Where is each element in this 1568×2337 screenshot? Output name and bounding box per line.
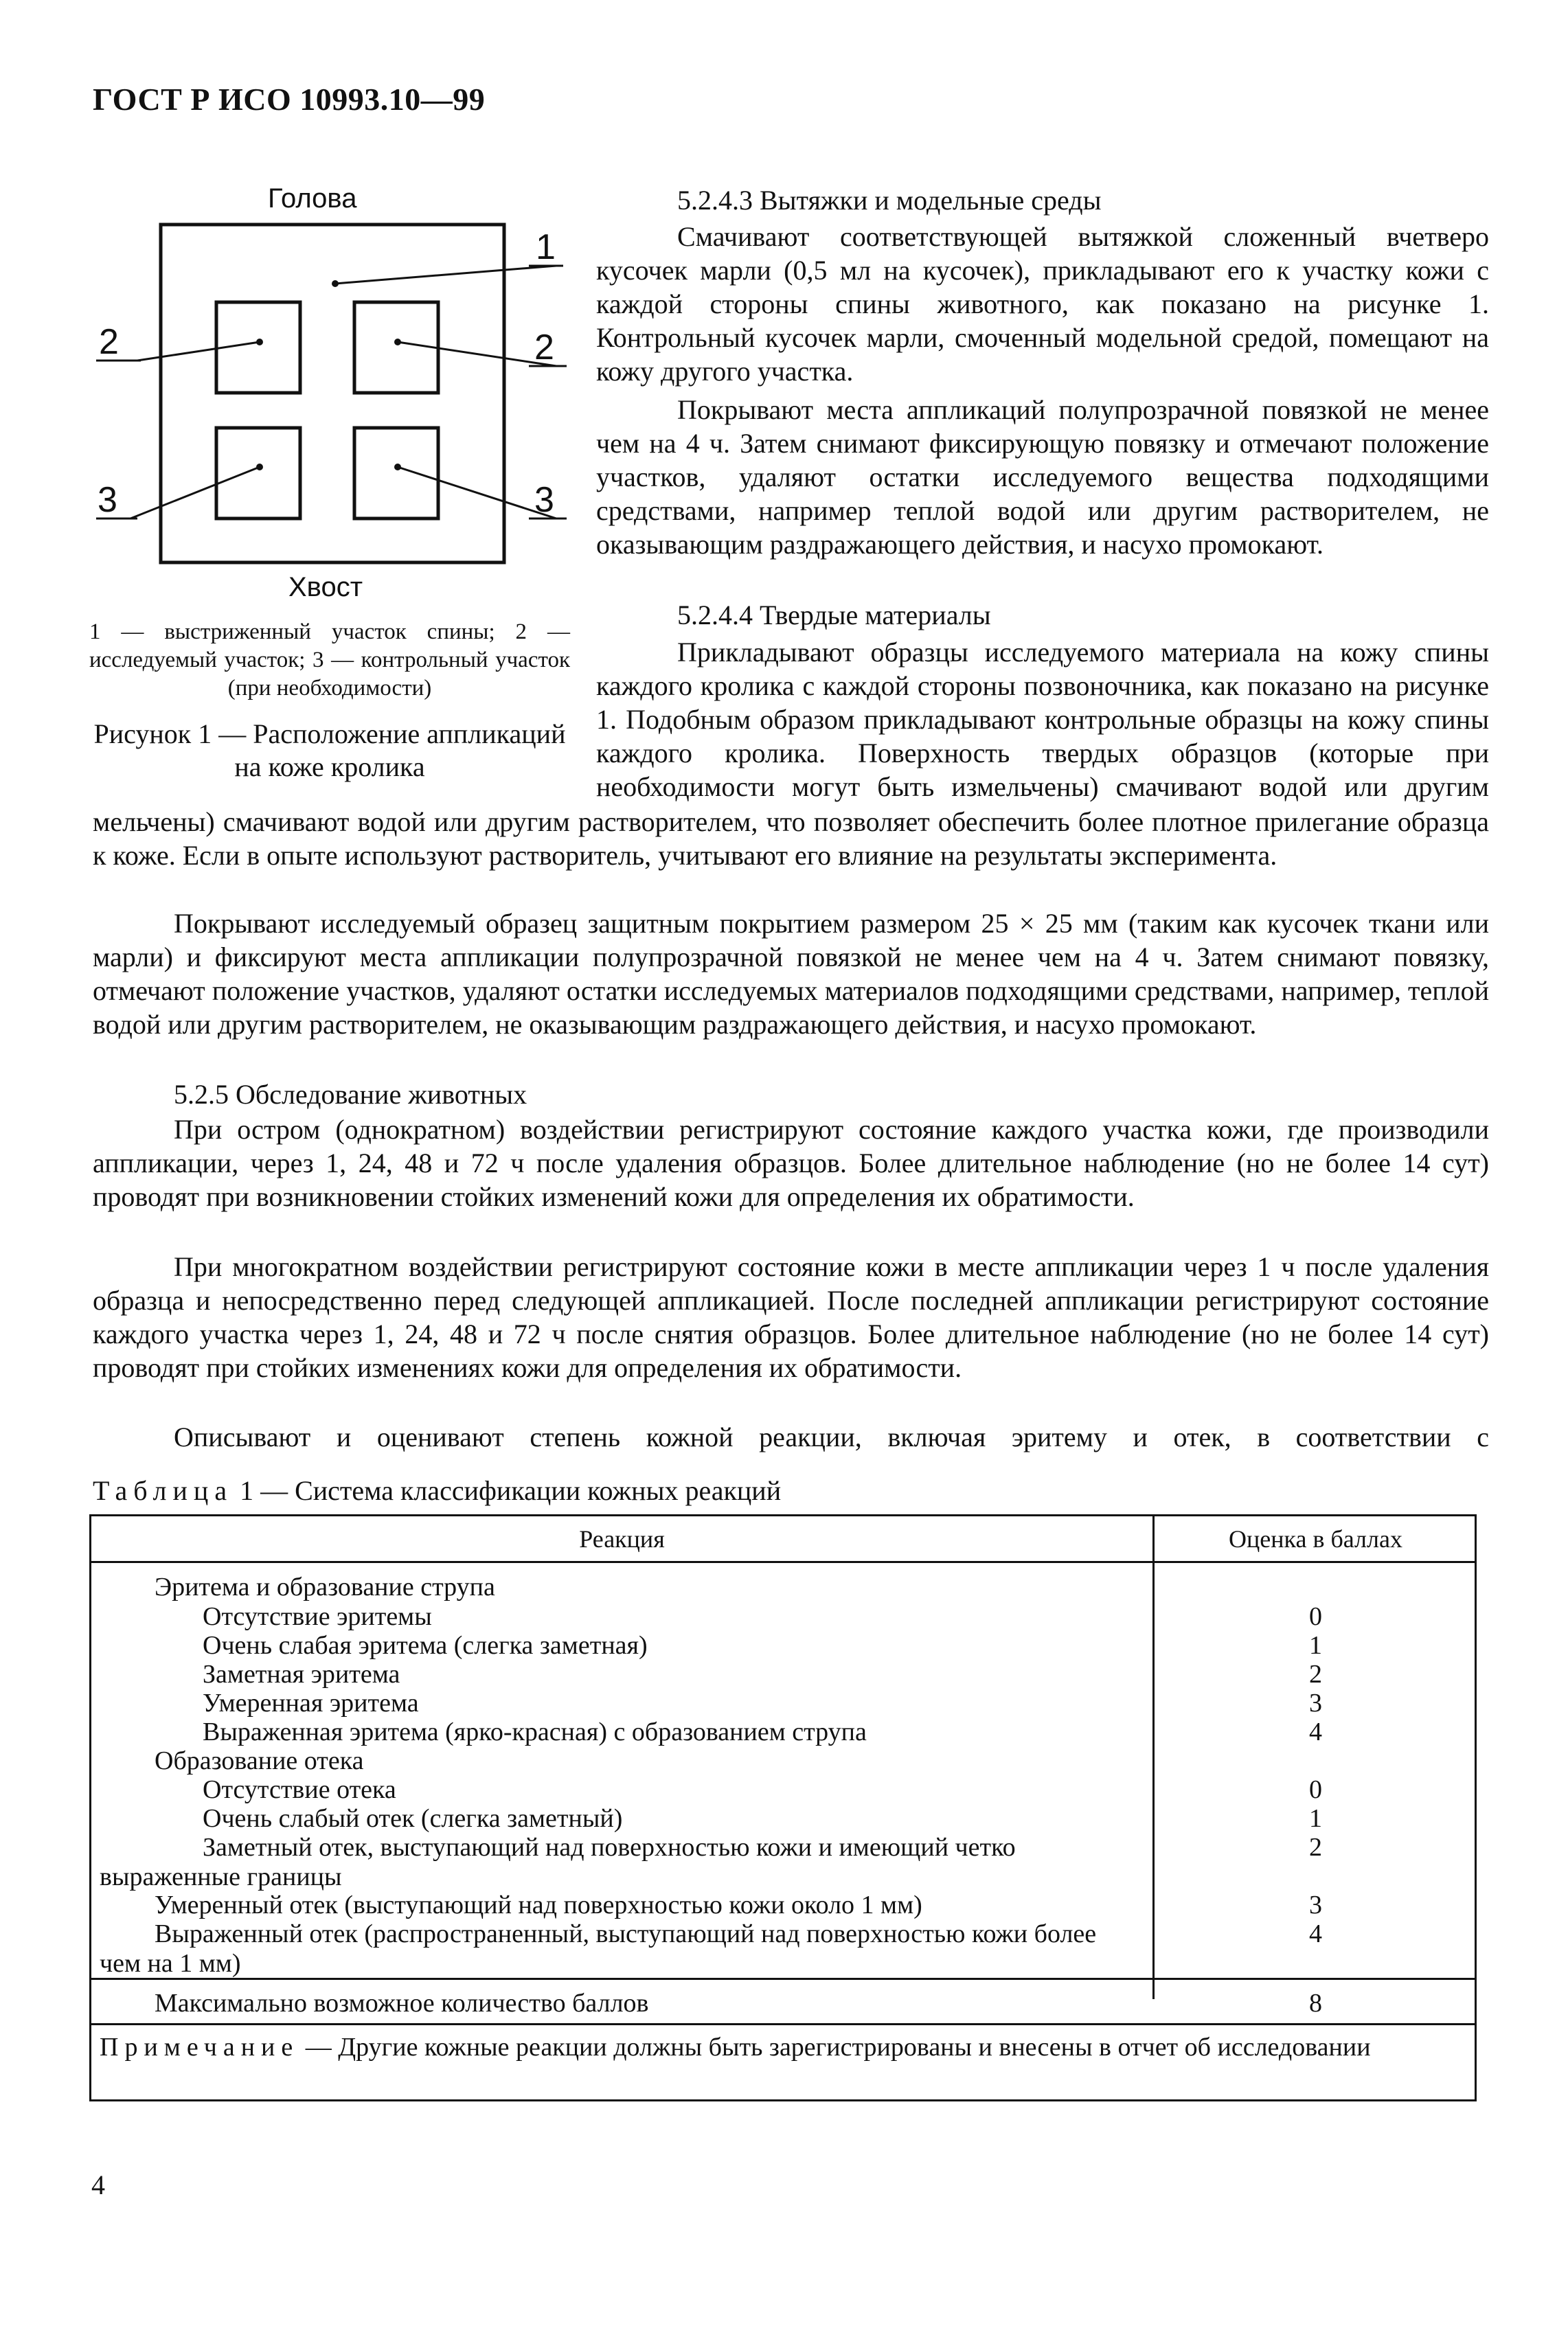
site-bottom-left — [216, 428, 300, 518]
page-number: 4 — [91, 2169, 105, 2200]
figure-label-head: Голова — [268, 183, 357, 214]
skin-reaction-table: Реакция Оценка в баллах Эритема и образование струпа Отсутствие эритемы 0 Очень слабая эритема (слегка заметная) 1 Заметная эритема 2 Умеренная эритема 3 Выраженная эритема (ярко-красная) с образованием струпа 4 Образование отека Отсутствие отека 0 Очень слабый отек (слегка заметный) 1 Заметный отек, выступающий над поверхностью кожи и имеющий четко выраженные границы 2 Умеренный отек (выступающий над поверхностью кожи около 1 мм) 3 Выраженный отек (распространенный, выступающий над поверхностью кожи более чем на 1 мм) 4 Максимально возможное количество баллов 8 Примечание — Другие кожные реакции должны быть зарегистрированы и внесены в отчет об исследовании — [89, 1514, 1477, 2101]
column-header-reaction: Реакция — [579, 1525, 665, 1553]
figure-diagram — [89, 216, 570, 573]
figure-label-tail: Хвост — [288, 572, 363, 602]
section-5-2-5-paragraph-3: Описывают и оценивают степень кожной реакции, включая эритему и отек, в соответствии с — [174, 1422, 1489, 1452]
marker-2-right: 2 — [534, 328, 554, 367]
section-5-2-5-title: 5.2.5 Обследование животных — [174, 1079, 527, 1110]
section-5-2-4-4-paragraph-1: Прикладывают образцы исследуемого материала на кожу спины каждого кролика с каждой стороны позвоночника, как показано на рисунке 1. Подобным образом прикладывают контрольные образцы на кожу спины каждого кролика. Поверхность твердых образцов (которые при необходимости могут быть измельчены) смачивают водой или другим — [596, 637, 1489, 802]
section-5-2-4-4-paragraph-1-continued: мельчены) смачивают водой или другим растворителем, что позволяет обеспечить более плотное прилегание образца к коже. Если в опыте используют растворитель, учитывают его влияние на результаты эксперимента. — [93, 806, 1489, 871]
section-5-2-4-3-paragraph-2: Покрывают места аппликаций полупрозрачной повязкой не менее чем на 4 ч. Затем снимают фиксирующую повязку и отмечают положение участков, удаляют остатки исследуемого вещества подходящими средствами, например теплой водой или другим растворителем, не оказывающим раздражающего действия, и насухо промокают. — [596, 394, 1489, 560]
section-5-2-4-4-title: 5.2.4.4 Твердые материалы — [677, 600, 991, 630]
figure-legend: 1 — выстриженный участок спины; 2 — исследуемый участок; 3 — контрольный участок (при необходимости) — [89, 619, 570, 700]
table-1-title: Таблица 1 — Система классификации кожных реакций — [93, 1475, 782, 1506]
section-5-2-4-4-paragraph-2: Покрывают исследуемый образец защитным покрытием размером 25 × 25 мм (таким как кусочек ткани или марли) и фиксируют места аппликации полупрозрачной повязкой не менее чем на 4 ч. Затем снимают повязку, отмечают положение участков, удаляют остатки исследуемых материалов подходящими средствами, например, теплой водой или другим растворителем, не оказывающим раздражающего действия, и насухо промокают. — [93, 908, 1489, 1040]
section-5-2-5-paragraph-2: При многократном воздействии регистрируют состояние кожи в месте аппликации через 1 ч после удаления образца и непосредственно перед следующей аппликацией. После последней аппликации регистрируют состояние каждого участка через 1, 24, 48 и 72 ч после снятия образцов. Более длительное наблюдение (но не более 14 сут) проводят при стойких изменениях кожи для определения их обратимости. — [93, 1251, 1489, 1383]
column-header-score: Оценка в баллах — [1229, 1525, 1402, 1553]
table-divider-note — [91, 2023, 1475, 2025]
site-top-right — [354, 302, 438, 393]
figure-caption: Рисунок 1 — Расположение аппликаций на коже кролика — [93, 718, 566, 782]
marker-2-left: 2 — [99, 322, 119, 362]
table-note: Примечание — Другие кожные реакции должны быть зарегистрированы и внесены в отчет об исследовании — [100, 2033, 1371, 2062]
shaved-area-outline — [161, 225, 504, 562]
marker-1: 1 — [536, 227, 556, 267]
section-5-2-4-3-paragraph-1: Смачивают соответствующей вытяжкой сложенный вчетверо кусочек марли (0,5 мл на кусочек), прикладывают его к участку кожи с каждой стороны спины животного, как показано на рисунке 1. Контрольный кусочек марли, смоченный модельной средой, помещают на кожу другого участка. — [596, 221, 1489, 387]
marker-3-right: 3 — [534, 480, 554, 520]
table-divider-total — [91, 1978, 1475, 1980]
figure-application-sites — [89, 175, 570, 793]
table-header-row — [91, 1516, 1475, 1563]
document-code-header: ГОСТ Р ИСО 10993.10—99 — [93, 82, 486, 117]
site-bottom-right — [354, 428, 438, 518]
section-5-2-5-paragraph-1: При остром (однократном) воздействии регистрируют состояние каждого участка кожи, где производили аппликации, через 1, 24, 48 и 72 ч после удаления образцов. Более длительное наблюдение (но не более 14 сут) проводят при возникновении стойких изменений кожи для определения их обратимости. — [93, 1114, 1489, 1212]
section-5-2-4-3-title: 5.2.4.3 Вытяжки и модельные среды — [677, 185, 1102, 216]
marker-3-left: 3 — [98, 480, 117, 520]
